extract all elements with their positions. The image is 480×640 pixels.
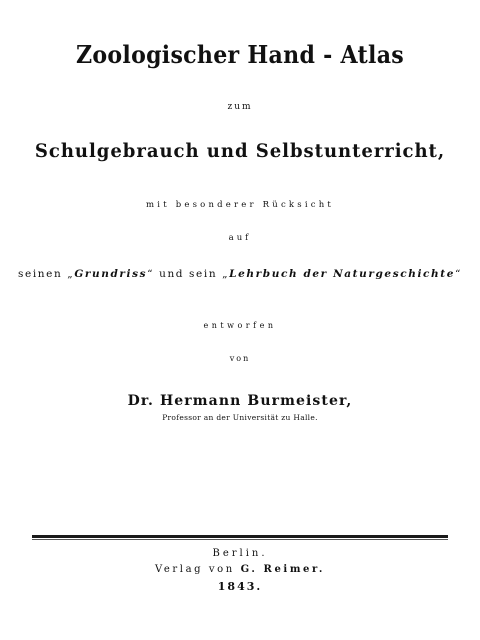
book-subtitle: Schulgebrauch und Selbstunterricht, [34, 140, 446, 162]
grundriss-title: Grundriss [74, 268, 148, 280]
author-affiliation: Professor an der Universität zu Halle. [162, 413, 318, 422]
auf-text: auf [228, 233, 252, 243]
mit-besonderer-ruecksicht: mit besonderer Rücksicht [146, 200, 334, 210]
imprint-publisher-line [0, 564, 480, 575]
imprint-rule-thick [32, 535, 448, 538]
imprint-rule-thin [32, 539, 448, 540]
works-prefix: seinen „ [18, 268, 75, 280]
publisher-name: G. Reimer. [240, 564, 326, 575]
zum-text: zum [227, 102, 253, 112]
works-middle: “ und sein „ [147, 268, 230, 280]
author-name: Dr. Hermann Burmeister, [127, 393, 353, 409]
imprint-city: Berlin. [212, 548, 268, 559]
lehrbuch-title: Lehrbuch der Naturgeschichte [229, 268, 455, 280]
works-suffix: “ [455, 268, 462, 280]
entworfen-text: entworfen [203, 321, 277, 330]
verlag-prefix: Verlag von [154, 564, 241, 575]
referenced-works [0, 268, 480, 280]
imprint-year: 1843. [217, 580, 263, 593]
von-text: von [229, 354, 251, 363]
book-title: Zoologischer Hand - Atlas [76, 40, 404, 69]
